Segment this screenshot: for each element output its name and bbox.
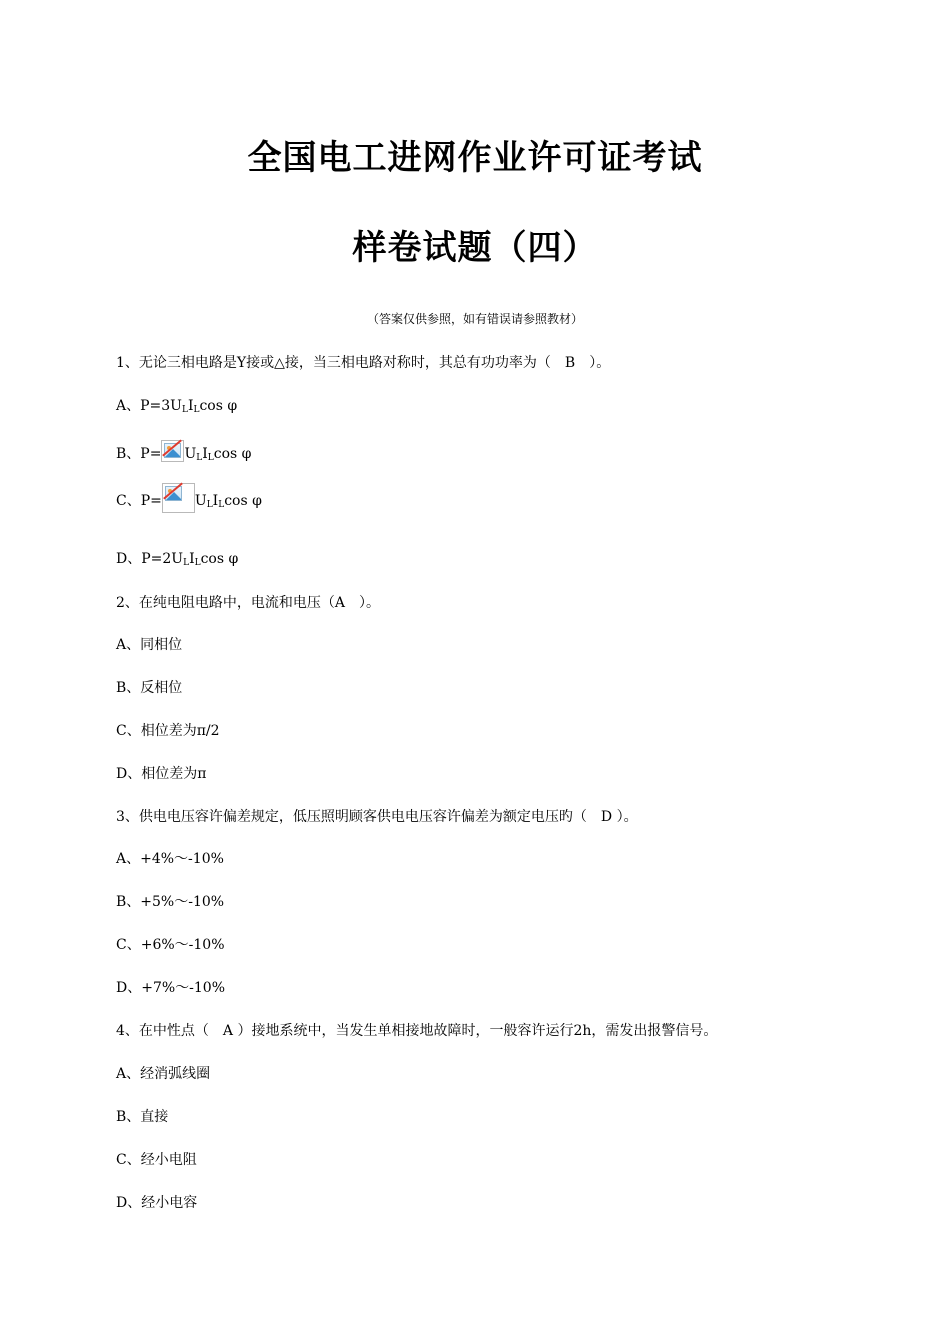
broken-image-icon	[161, 440, 184, 462]
question-3-option-b: B、+5%～-10%	[116, 894, 225, 910]
question-4-option-b: B、直接	[116, 1109, 169, 1125]
broken-image-icon	[162, 483, 195, 513]
question-2-option-a: A、同相位	[116, 637, 183, 653]
question-2-stem: 2、在纯电阻电路中，电流和电压（A ）。	[116, 595, 381, 611]
question-4-option-c: C、经小电阻	[116, 1152, 197, 1168]
question-1-option-a: A、$P=3U_LI_L\cos$ φ	[116, 398, 238, 415]
question-1-option-b: B、P= $U_LI_L\cos$ φ	[116, 440, 251, 463]
question-4-option-d: D、经小电容	[116, 1195, 198, 1211]
question-2-option-b: B、反相位	[116, 680, 183, 696]
document-title: 全国电工进网作业许可证考试	[247, 138, 703, 178]
answer-note: （答案仅供参照，如有错误请参照教材）	[366, 312, 583, 326]
document-subtitle: 样卷试题（四）	[352, 228, 598, 268]
question-1-option-d: D、$P=2U_LI_L\cos$ φ	[116, 551, 239, 568]
question-1-stem: 1、无论三相电路是Y接或△接，当三相电路对称时，其总有功功率为（ B ）。	[116, 355, 611, 371]
question-4-option-a: A、经消弧线圈	[116, 1066, 211, 1082]
question-1-option-c: C、P= $U_LI_L\cos$ φ	[116, 483, 262, 513]
question-3-option-c: C、+6%～-10%	[116, 937, 225, 953]
question-4-stem: 4、在中性点（ A ）接地系统中，当发生单相接地故障时，一般容许运行2h，需发出报警信号。	[116, 1023, 718, 1039]
question-3-stem: 3、供电电压容许偏差规定，低压照明顾客供电电压容许偏差为额定电压旳（ D ）。	[116, 809, 638, 825]
question-3-option-a: A、+4%～-10%	[116, 851, 224, 867]
question-2-option-c: C、相位差为π/2	[116, 723, 220, 739]
question-2-option-d: D、相位差为π	[116, 766, 207, 782]
question-3-option-d: D、+7%～-10%	[116, 980, 226, 996]
